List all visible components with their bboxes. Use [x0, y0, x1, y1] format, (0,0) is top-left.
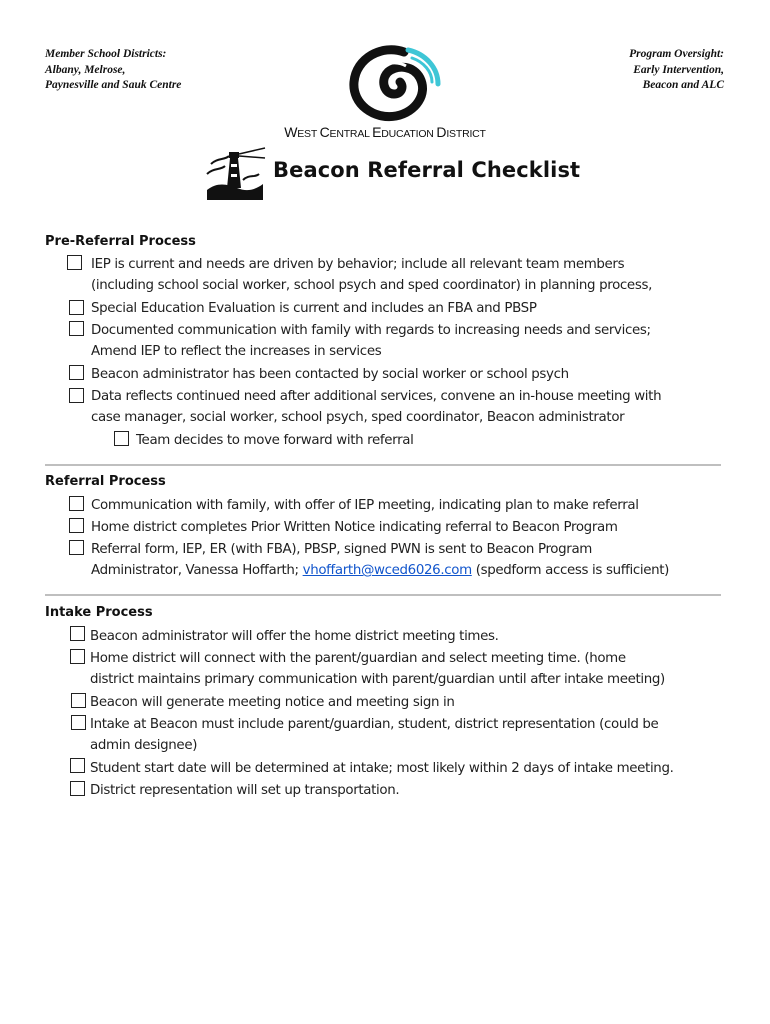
checkbox[interactable] [70, 781, 85, 796]
item-text: Amend IEP to reflect the increases in services [91, 344, 382, 359]
item-text [91, 563, 669, 579]
lighthouse-icon [203, 144, 267, 200]
item-text: IEP is current and needs are driven by behavior; include all relevant team members [91, 257, 625, 272]
program-oversight-line: Program Oversight: [629, 48, 724, 60]
item-text: District representation will set up transportation. [90, 783, 400, 798]
item-text: Team decides to move forward with referral [136, 433, 414, 448]
item-text: admin designee) [90, 738, 198, 753]
checkbox[interactable] [69, 518, 84, 533]
checkbox[interactable] [69, 388, 84, 403]
checkbox[interactable] [70, 626, 85, 641]
item-text: case manager, social worker, school psych, sped coordinator, Beacon administrator [91, 410, 625, 425]
item-text: Communication with family, with offer of IEP meeting, indicating plan to make referral [91, 498, 639, 513]
item-text: Referral form, IEP, ER (with FBA), PBSP, signed PWN is sent to Beacon Program [91, 542, 592, 557]
item-text-segment: (spedform access is sufficient) [471, 563, 669, 578]
member-districts-block [45, 47, 181, 94]
item-text: district maintains primary communication with parent/guardian until after intake meeting) [90, 672, 665, 687]
member-districts-line: Paynesville and Sauk Centre [45, 79, 182, 91]
item-text: Beacon administrator has been contacted by social worker or school psych [91, 367, 569, 382]
program-oversight-block [629, 47, 724, 94]
member-districts-line: Member School Districts: [45, 48, 167, 60]
item-text: (including school social worker, school psych and sped coordinator) in planning process, [91, 278, 652, 293]
item-text: Home district completes Prior Written Notice indicating referral to Beacon Program [91, 520, 618, 535]
checkbox[interactable] [67, 255, 82, 270]
checkbox[interactable] [69, 300, 84, 315]
document-title: Beacon Referral Checklist [273, 158, 581, 182]
item-text: Special Education Evaluation is current and includes an FBA and PBSP [91, 301, 537, 316]
item-text: Home district will connect with the parent/guardian and select meeting time. (home [90, 651, 626, 666]
email-link[interactable]: vhoffarth@wced6026.com [302, 563, 472, 578]
item-text: Beacon will generate meeting notice and meeting sign in [90, 695, 455, 710]
item-text-segment: Administrator, Vanessa Hoffarth; [91, 563, 303, 578]
section-title-intake: Intake Process [45, 605, 153, 620]
item-text: Beacon administrator will offer the home district meeting times. [90, 629, 499, 644]
organization-name: WEST CENTRAL EDUCATION DISTRICT [284, 124, 486, 140]
checkbox[interactable] [71, 715, 86, 730]
checkbox[interactable] [70, 758, 85, 773]
member-districts-line: Albany, Melrose, [45, 63, 126, 76]
section-divider [45, 594, 721, 596]
checkbox[interactable] [69, 540, 84, 555]
section-title-pre-referral: Pre-Referral Process [45, 234, 196, 249]
checkbox[interactable] [69, 496, 84, 511]
checkbox[interactable] [71, 693, 86, 708]
wced-swirl-logo-icon [342, 44, 442, 122]
checkbox[interactable] [70, 649, 85, 664]
checkbox[interactable] [69, 321, 84, 336]
section-title-referral: Referral Process [45, 474, 166, 489]
item-text: Documented communication with family with regards to increasing needs and services; [91, 323, 651, 338]
program-oversight-line: Early Intervention, [633, 63, 724, 76]
program-oversight-line: Beacon and ALC [642, 79, 724, 91]
item-text: Intake at Beacon must include parent/guardian, student, district representation (could be [90, 717, 659, 732]
section-divider [45, 464, 721, 466]
item-text: Data reflects continued need after additional services, convene an in-house meeting with [91, 389, 662, 404]
checkbox[interactable] [114, 431, 129, 446]
checkbox[interactable] [69, 365, 84, 380]
item-text: Student start date will be determined at intake; most likely within 2 days of intake meeting. [90, 761, 674, 776]
